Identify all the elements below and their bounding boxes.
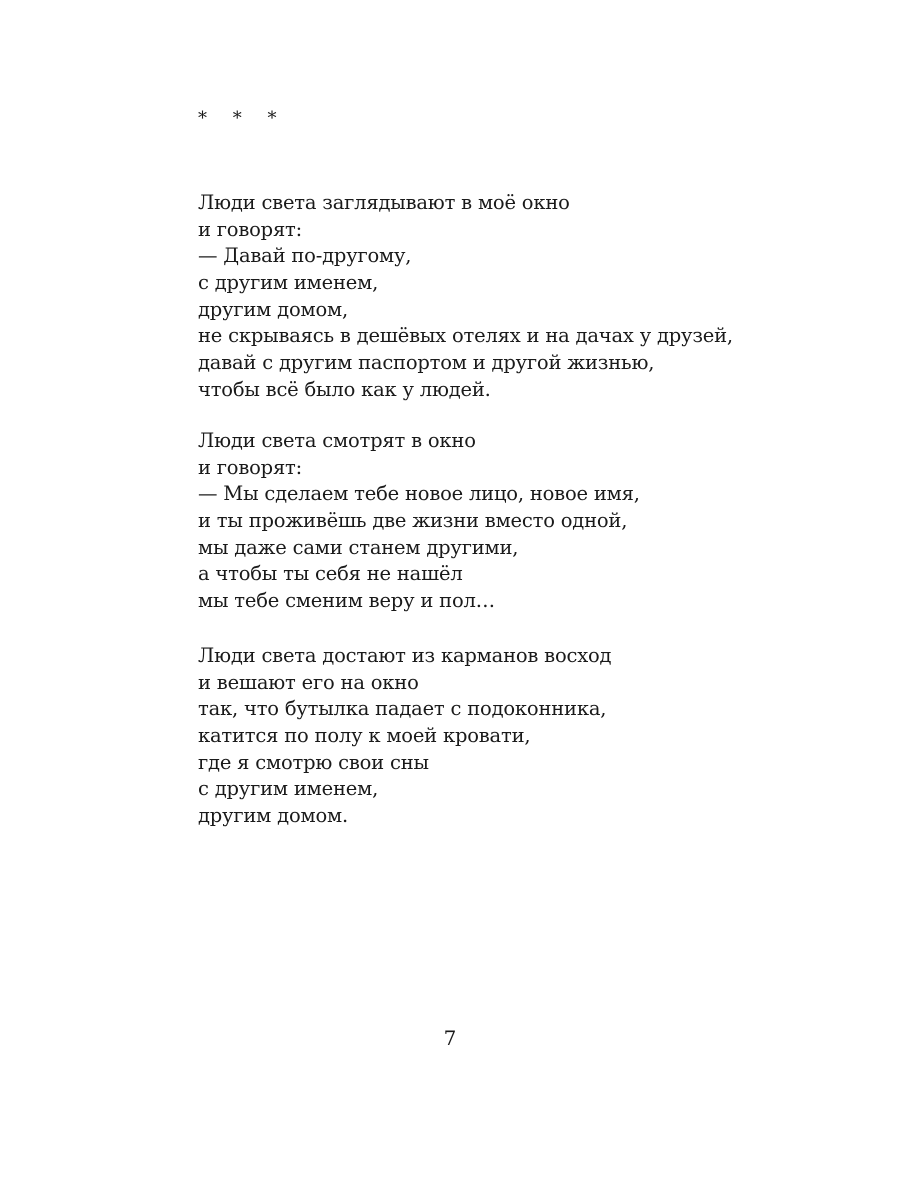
poem-line: не скрываясь в дешёвых отелях и на дачах у друзей, — [198, 324, 733, 348]
poem-line: другим домом. — [198, 804, 348, 828]
poem-line: мы тебе сменим веру и пол… — [198, 589, 495, 613]
poem-line: и говорят: — [198, 217, 303, 241]
poem-line: мы даже сами станем другими, — [198, 535, 519, 559]
poem-line: другим домом, — [198, 297, 348, 321]
section-separator: * * * — [198, 108, 287, 129]
poem-line: — Мы сделаем тебе новое лицо, новое имя, — [198, 482, 640, 506]
poem-line: — Давай по-другому, — [198, 244, 412, 268]
poem-line: Люди света достают из карманов восход — [198, 644, 612, 667]
poem-line: с другим именем, — [198, 271, 379, 295]
poem-line: и вешают его на окно — [198, 670, 419, 694]
poem-line: с другим именем, — [198, 777, 379, 801]
stanza-1 — [198, 190, 733, 404]
page-number: 7 — [443, 1026, 457, 1050]
stanza-2 — [198, 428, 640, 615]
poem-line: и ты проживёшь две жизни вместо одной, — [198, 509, 628, 533]
poem-line: а чтобы ты себя не нашёл — [198, 562, 463, 586]
poem-line: так, что бутылка падает с подоконника, — [198, 697, 607, 721]
poem-line: катится по полу к моей кровати, — [198, 724, 531, 748]
poem-line: чтобы всё было как у людей. — [198, 377, 491, 401]
poem-line: давай с другим паспортом и другой жизнью, — [198, 351, 655, 375]
poem-line: Люди света смотрят в окно — [198, 429, 476, 452]
stanza-3 — [198, 643, 611, 830]
poem-line: Люди света заглядывают в моё окно — [198, 191, 570, 214]
poem-line: где я смотрю свои сны — [198, 750, 429, 774]
poem-line: и говорят: — [198, 455, 303, 479]
